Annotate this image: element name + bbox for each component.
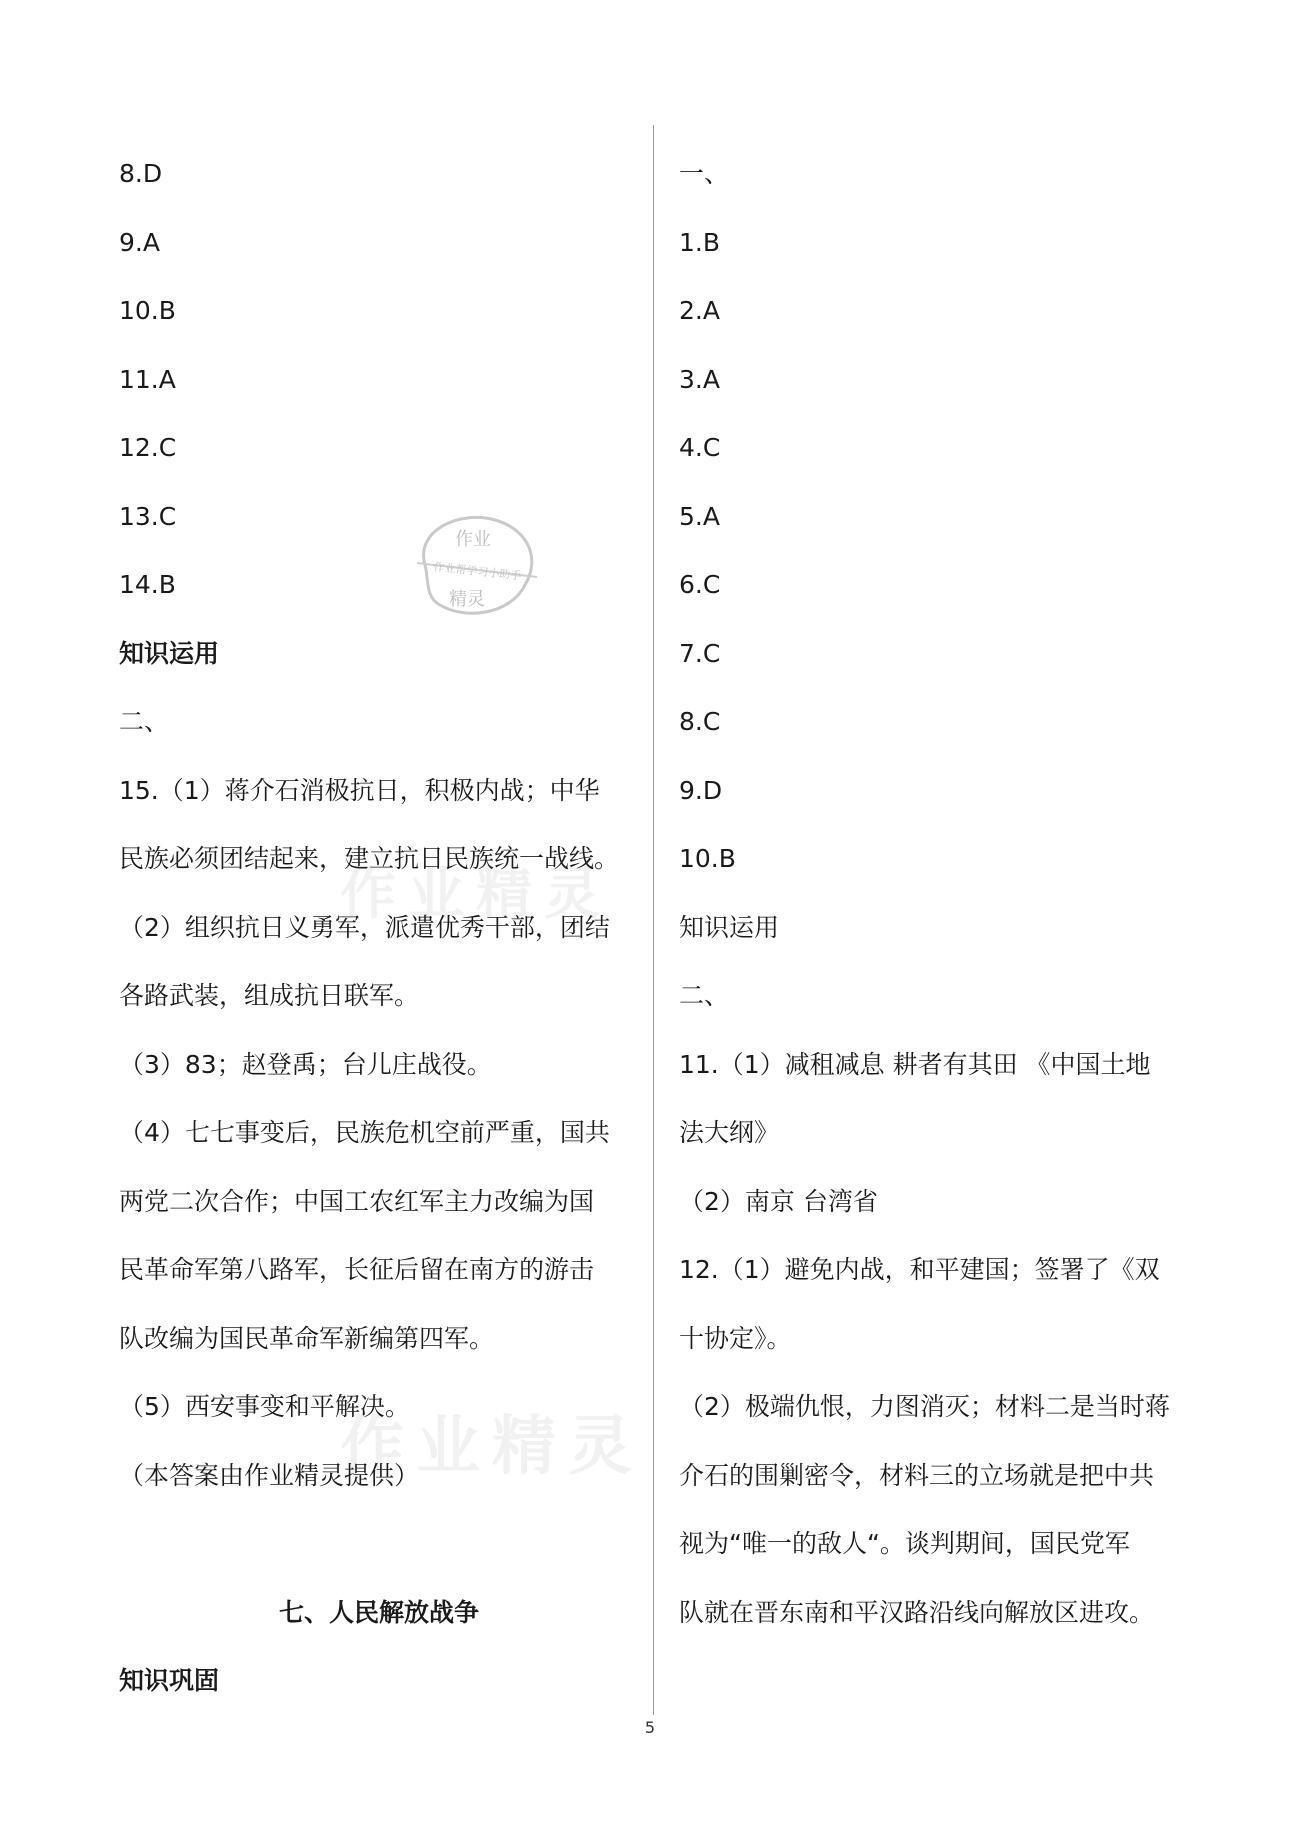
chapter-title: 七、人民解放战争 [278, 1597, 479, 1627]
answer-line: 二、 [119, 707, 170, 736]
answer-line: 队改编为国民革命军新编第四军。 [119, 1323, 495, 1353]
answer-line: 二、 [679, 981, 730, 1010]
answer-line: （2）组织抗日义勇军，派遣优秀干部，团结 [119, 912, 610, 942]
answer-line: 10.B [119, 296, 176, 325]
answer-line: 法大纲》 [679, 1118, 780, 1147]
answer-line: 3.A [679, 364, 720, 394]
answer-line: （4）七七事变后，民族危机空前严重，国共 [119, 1118, 610, 1147]
blank-line [119, 1510, 639, 1579]
answer-line: 11.（1）减租减息 耕者有其田 《中国土地 [679, 1049, 1151, 1079]
answer-line: 12.C [119, 433, 177, 462]
answer-line: 1.B [679, 227, 721, 257]
answer-line: 9.A [119, 227, 160, 257]
stamp-top-text: 作业 [455, 529, 491, 550]
answer-line: 5.A [679, 501, 720, 531]
page-number: 5 [644, 1718, 656, 1737]
section-heading: 知识巩固 [119, 1666, 220, 1695]
answer-line: 13.C [119, 501, 177, 531]
answer-line: 一、 [679, 159, 730, 188]
answer-line: 9.D [679, 775, 723, 805]
answer-line: 11.A [119, 364, 176, 394]
column-divider [653, 125, 654, 1715]
answer-line: 介石的围剿密令，材料三的立场就是把中共 [679, 1460, 1155, 1490]
answer-line: 各路武装，组成抗日联军。 [119, 981, 420, 1010]
answer-line: 12.（1）避免内战，和平建国；签署了《双 [679, 1255, 1160, 1284]
answer-line: 4.C [679, 433, 721, 462]
right-column [679, 140, 1199, 1647]
answer-line: 知识运用 [679, 912, 780, 942]
stamp-middle-text: 作业帮学习小助手 [432, 560, 522, 583]
answer-line: （2）南京 台湾省 [679, 1186, 878, 1216]
watermark-text: 作业精灵 [340, 1410, 644, 1484]
answer-line: 14.B [119, 570, 176, 599]
stamp-bottom-text: 精灵 [449, 589, 485, 610]
answer-line: （5）西安事变和平解决。 [119, 1392, 410, 1421]
answer-line: 8.D [119, 159, 163, 188]
answer-line: 10.B [679, 844, 736, 873]
left-column [119, 140, 639, 1716]
answer-line: （3）83；赵登禹；台儿庄战役。 [119, 1049, 492, 1079]
answer-line: 6.C [679, 570, 721, 599]
answer-line: 两党二次合作；中国工农红军主力改编为国 [119, 1186, 595, 1216]
answer-line: （2）极端仇恨，力图消灭；材料二是当时蒋 [679, 1392, 1170, 1421]
logo-stamp-icon [405, 505, 545, 625]
answer-line: 视为“唯一的敌人“。谈判期间，国民党军 [679, 1529, 1130, 1558]
answer-line: 民族必须团结起来，建立抗日民族统一战线。 [119, 844, 620, 873]
section-heading: 知识运用 [119, 638, 220, 668]
answer-line: 民革命军第八路军，长征后留在南方的游击 [119, 1255, 595, 1284]
answer-line: 7.C [679, 638, 721, 668]
answer-line: 8.C [679, 707, 721, 736]
answer-line: 2.A [679, 296, 720, 325]
answer-line: 队就在晋东南和平汉路沿线向解放区进攻。 [679, 1597, 1155, 1627]
watermark-text: 作业精灵 [340, 862, 612, 927]
answer-line: （本答案由作业精灵提供） [119, 1460, 420, 1490]
answer-line: 十协定》。 [679, 1323, 792, 1353]
answer-line: 15.（1）蒋介石消极抗日，积极内战；中华 [119, 775, 600, 805]
